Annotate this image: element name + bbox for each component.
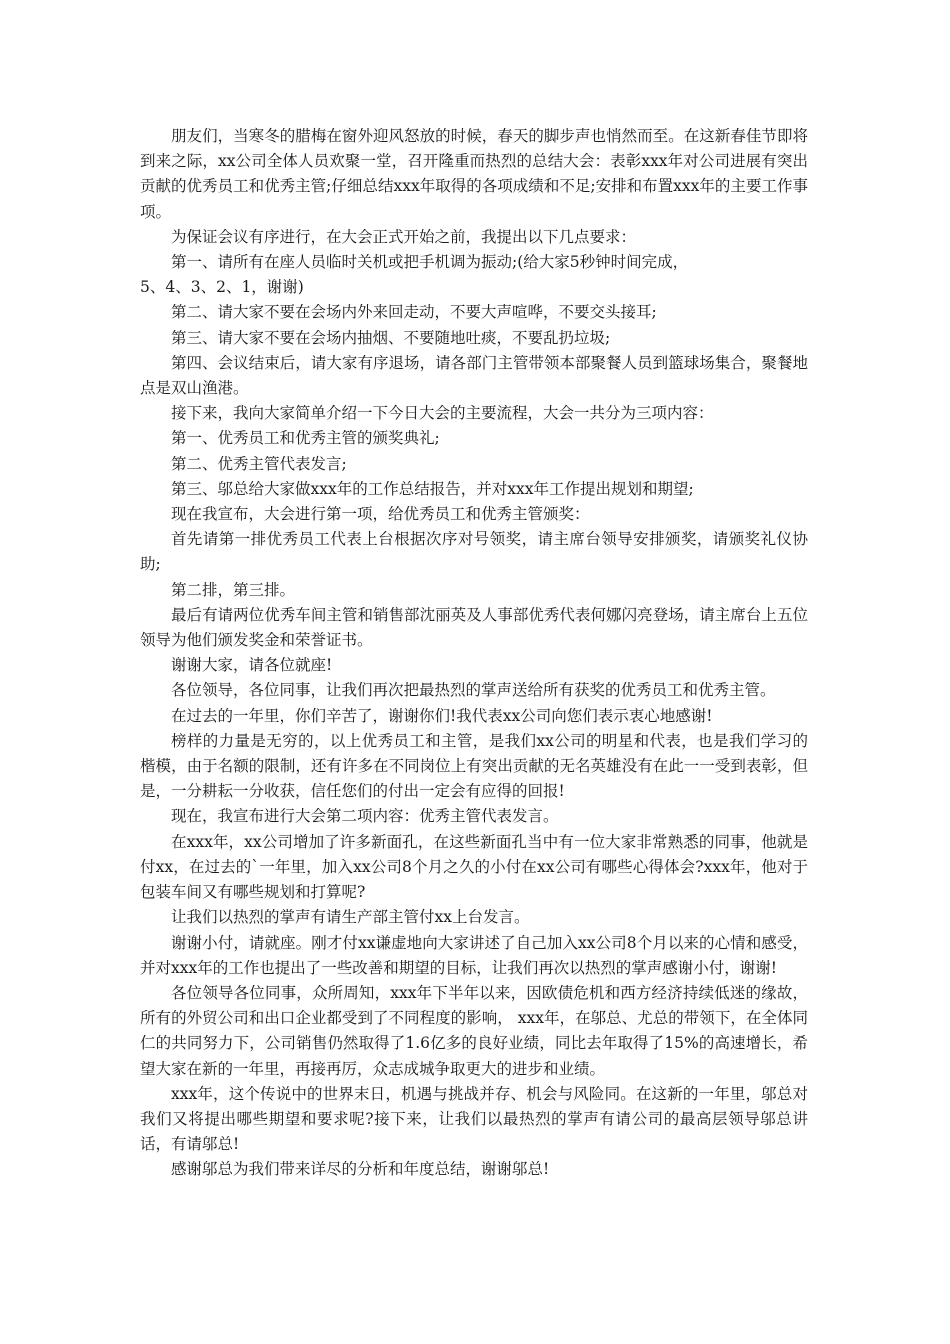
paragraph: 第二排，第三排。: [171, 580, 296, 599]
paragraph: 谢谢小付，请就座。刚才付xx谦虚地向大家讲述了自己加入xx公司8个月以来的心情和感受，并对xxx年的工作也提出了一些改善和期望的目标，让我们再次以热烈的掌声感谢小付，谢谢!: [140, 933, 808, 977]
paragraph: xxx年，这个传说中的世界末日，机遇与挑战并存、机会与风险同。在这新的一年里，邬总对我们又将提出哪些期望和要求呢?接下来，让我们以最热烈的掌声有请公司的最高层领导邬总讲话，有请邬总!: [140, 1084, 808, 1154]
paragraph: 第四、会议结束后，请大家有序退场，请各部门主管带领本部聚餐人员到篮球场集合，聚餐地点是双山渔港。: [140, 353, 808, 398]
paragraph: 榜样的力量是无穷的，以上优秀员工和主管，是我们xx公司的明星和代表，也是我们学习的楷模，由于名额的限制，还有许多在不同岗位上有突出贡献的无名英雄没有在此一一受到表彰，但是，一分耕耘一分收获，信任您们的付出一定会有应得的回报!: [140, 731, 808, 801]
paragraph-continuation: 5、4、3、2、1，谢谢): [140, 278, 304, 297]
paragraph: 最后有请两位优秀车间主管和销售部沈丽英及人事部优秀代表何娜闪亮登场，请主席台上五位领导为他们颁发奖金和荣誉证书。: [140, 605, 808, 650]
paragraph: 在xxx年，xx公司增加了许多新面孔，在这些新面孔当中有一位大家非常熟悉的同事，他就是付xx，在过去的`一年里，加入xx公司8个月之久的小付在xx公司有哪些心得体会?xxx年，他对于包装车间又有哪些规划和打算呢?: [140, 832, 808, 902]
paragraph: 第一、请所有在座人员临时关机或把手机调为振动;(给大家5秒钟时间完成，: [171, 253, 689, 272]
paragraph: 让我们以热烈的掌声有请生产部主管付xx上台发言。: [171, 908, 530, 927]
paragraph: 谢谢大家，请各位就座!: [171, 656, 333, 675]
paragraph: 各位领导，各位同事，让我们再次把最热烈的掌声送给所有获奖的优秀员工和优秀主管。: [171, 681, 776, 700]
paragraph: 第一、优秀员工和优秀主管的颁奖典礼;: [171, 429, 440, 448]
paragraph: 现在我宣布，大会进行第一项，给优秀员工和优秀主管颁奖：: [171, 505, 590, 524]
paragraph: 朋友们，当寒冬的腊梅在窗外迎风怒放的时候，春天的脚步声也悄然而至。在这新春佳节即将到来之际，xx公司全体人员欢聚一堂，召开隆重而热烈的总结大会：表彰xxx年对公司进展有突出贡献的优秀员工和优秀主管;仔细总结xxx年取得的各项成绩和不足;安排和布置xxx年的主要工作事项。: [140, 127, 808, 221]
document-body: [140, 124, 808, 1183]
paragraph: 感谢邬总为我们带来详尽的分析和年度总结，谢谢邬总!: [171, 1160, 550, 1179]
paragraph: 第二、请大家不要在会场内外来回走动，不要大声喧哗，不要交头接耳;: [171, 303, 657, 322]
paragraph: 为保证会议有序进行，在大会正式开始之前，我提出以下几点要求：: [171, 227, 637, 246]
paragraph: 第三、邬总给大家做xxx年的工作总结报告，并对xxx年工作提出规划和期望;: [171, 479, 694, 498]
paragraph: 第二、优秀主管代表发言;: [171, 454, 347, 473]
paragraph: 各位领导各位同事，众所周知，xxx年下半年以来，因欧债危机和西方经济持续低迷的缘故，所有的外贸公司和出口企业都受到了不同程度的影响， xxx年，在邬总、尤总的带领下，在全体同仁的共同努力下，公司销售仍然取得了1.6亿多的良好业绩，同比去年取得了15%的高速增长，希望大家在新的一年里，再接再厉，众志成城争取更大的进步和业绩。: [140, 983, 808, 1078]
paragraph: 首先请第一排优秀员工代表上台根据次序对号领奖，请主席台领导安排颁奖，请颁奖礼仪协助;: [140, 530, 808, 574]
paragraph: 在过去的一年里，你们辛苦了，谢谢你们!我代表xx公司向您们表示衷心地感谢!: [171, 706, 713, 725]
paragraph: 现在，我宣布进行大会第二项内容：优秀主管代表发言。: [171, 807, 559, 826]
paragraph: 第三、请大家不要在会场内抽烟、不要随地吐痰，不要乱扔垃圾;: [171, 328, 611, 347]
paragraph: 接下来，我向大家简单介绍一下今日大会的主要流程，大会一共分为三项内容：: [171, 404, 714, 423]
